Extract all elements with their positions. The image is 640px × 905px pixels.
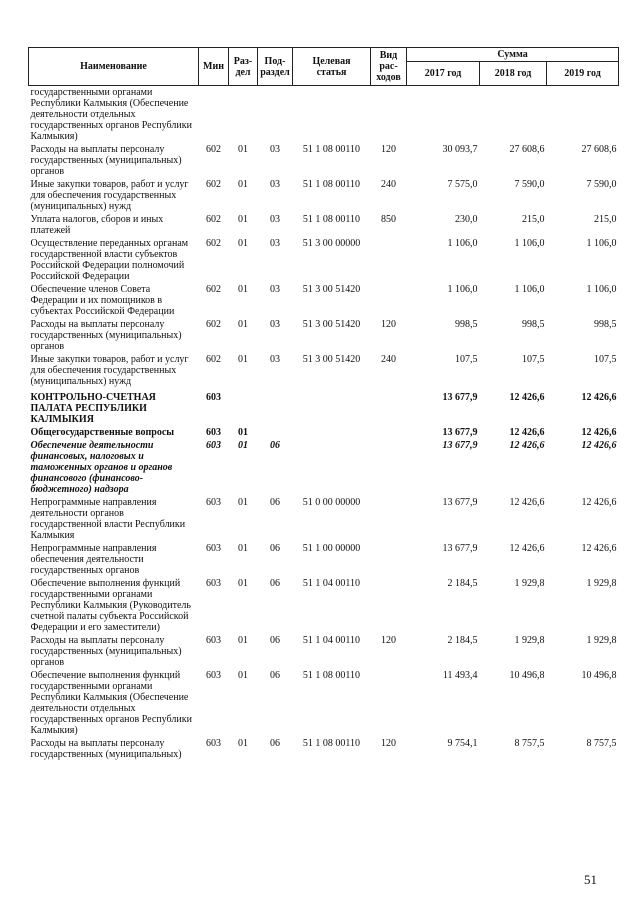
table-row xyxy=(29,178,619,213)
table-row xyxy=(29,439,619,496)
table-row xyxy=(29,237,619,283)
row-name: Непрограммные направления обеспечения деятельности государственных органов xyxy=(30,543,157,576)
row-sum-2018: 10 496,8 xyxy=(509,670,545,681)
row-sum-2019: 215,0 xyxy=(594,214,617,225)
row-name: Иные закупки товаров, работ и услуг для обеспечения государственных (муниципальных) нужд xyxy=(30,179,189,212)
row-name: КОНТРОЛЬНО-СЧЕТНАЯ ПАЛАТА РЕСПУБЛИКИ КАЛМЫКИЯ xyxy=(30,392,156,425)
row-sum-2018: 1 106,0 xyxy=(514,284,545,295)
row-razdel: 01 xyxy=(238,427,248,438)
table-header xyxy=(29,48,619,86)
row-sum-2017: 2 184,5 xyxy=(447,578,478,589)
header-sum: Сумма xyxy=(407,48,619,62)
row-sum-2019: 1 929,8 xyxy=(586,578,617,589)
row-expense-kind xyxy=(371,283,407,318)
row-sum-2018: 12 426,6 xyxy=(509,543,545,554)
row-min: 602 xyxy=(206,319,221,330)
row-sum-2017: 107,5 xyxy=(455,354,478,365)
row-sum-2018: 1 106,0 xyxy=(514,238,545,249)
row-target-article: 51 3 00 51420 xyxy=(302,284,361,295)
row-sum-2018: 1 929,8 xyxy=(514,635,545,646)
row-expense-kind xyxy=(371,496,407,542)
row-podrazdel xyxy=(258,86,293,144)
row-podrazdel: 06 xyxy=(270,497,280,508)
row-min: 603 xyxy=(206,578,221,589)
row-target-article: 51 0 00 00000 xyxy=(302,497,361,508)
row-name: Расходы на выплаты персоналу государственных (муниципальных) органов xyxy=(30,635,182,668)
table-row xyxy=(29,143,619,178)
row-min: 603 xyxy=(206,670,221,681)
row-podrazdel: 03 xyxy=(270,179,280,190)
row-sum-2018: 215,0 xyxy=(522,214,545,225)
row-podrazdel: 03 xyxy=(270,214,280,225)
row-sum-2018: 1 929,8 xyxy=(514,578,545,589)
row-min: 602 xyxy=(206,214,221,225)
row-sum-2019: 12 426,6 xyxy=(581,497,617,508)
row-min: 602 xyxy=(206,284,221,295)
row-sum-2018: 12 426,6 xyxy=(509,392,545,403)
table-row xyxy=(29,283,619,318)
row-expense-kind xyxy=(371,426,407,439)
row-sum-2019: 12 426,6 xyxy=(581,392,617,403)
row-podrazdel: 03 xyxy=(270,144,280,155)
row-sum-2018: 107,5 xyxy=(522,354,545,365)
row-name: Общегосударственные вопросы xyxy=(30,427,175,438)
row-podrazdel: 06 xyxy=(270,670,280,681)
row-podrazdel: 03 xyxy=(270,319,280,330)
row-name: Уплата налогов, сборов и иных платежей xyxy=(30,214,164,236)
row-razdel: 01 xyxy=(238,497,248,508)
row-razdel: 01 xyxy=(238,144,248,155)
row-sum-2017: 13 677,9 xyxy=(442,440,478,451)
row-sum-2017: 1 106,0 xyxy=(447,238,478,249)
header-year-2017: 2017 год xyxy=(407,62,480,86)
row-min xyxy=(199,86,229,144)
table-row xyxy=(29,388,619,426)
row-sum-2017 xyxy=(407,86,480,144)
row-name: Расходы на выплаты персоналу государственных (муниципальных) органов xyxy=(30,319,182,352)
row-target-article: 51 3 00 00000 xyxy=(302,238,361,249)
row-expense-kind xyxy=(371,86,407,144)
table-row xyxy=(29,669,619,737)
row-sum-2017: 13 677,9 xyxy=(442,392,478,403)
header-expense-kind: Вид рас- ходов xyxy=(371,48,407,86)
row-razdel: 01 xyxy=(238,214,248,225)
row-podrazdel: 03 xyxy=(270,354,280,365)
row-razdel: 01 xyxy=(238,440,248,451)
row-sum-2018: 12 426,6 xyxy=(509,440,545,451)
row-min: 603 xyxy=(206,635,221,646)
row-target-article: 51 1 04 00110 xyxy=(302,578,361,589)
row-sum-2018: 998,5 xyxy=(522,319,545,330)
row-name: Осуществление переданных органам государственной власти субъектов Российской Федерации полномочий Российской Федерации xyxy=(30,238,189,282)
row-sum-2019: 107,5 xyxy=(594,354,617,365)
row-razdel: 01 xyxy=(238,578,248,589)
row-expense-kind: 120 xyxy=(381,144,396,155)
header-target-article: Целевая статья xyxy=(293,48,371,86)
row-name: Расходы на выплаты персоналу государственных (муниципальных) органов xyxy=(30,144,182,177)
row-name: Непрограммные направления деятельности органов государственной власти Республики Калмыкия xyxy=(30,497,186,541)
table-row xyxy=(29,542,619,577)
row-expense-kind: 240 xyxy=(381,354,396,365)
row-razdel: 01 xyxy=(238,284,248,295)
row-target-article: 51 1 08 00110 xyxy=(302,670,361,681)
row-sum-2017: 998,5 xyxy=(455,319,478,330)
row-target-article: 51 1 08 00110 xyxy=(302,214,361,225)
row-sum-2017: 230,0 xyxy=(455,214,478,225)
row-sum-2017: 13 677,9 xyxy=(442,543,478,554)
row-razdel: 01 xyxy=(238,238,248,249)
row-razdel: 01 xyxy=(238,543,248,554)
row-razdel: 01 xyxy=(238,319,248,330)
row-min: 602 xyxy=(206,238,221,249)
table-row xyxy=(29,737,619,761)
row-podrazdel: 03 xyxy=(270,284,280,295)
row-podrazdel xyxy=(258,426,293,439)
row-expense-kind: 850 xyxy=(381,214,396,225)
row-razdel: 01 xyxy=(238,738,248,749)
row-name: Обеспечение выполнения функций государственными органами Республики Калмыкия (Обеспечение деятельности отдельных государственных органов Республики Калмыкия) xyxy=(30,670,192,736)
row-sum-2018: 12 426,6 xyxy=(509,497,545,508)
row-expense-kind xyxy=(371,669,407,737)
row-sum-2018: 27 608,6 xyxy=(509,144,545,155)
row-expense-kind: 120 xyxy=(381,738,396,749)
page-number: 51 xyxy=(584,872,597,887)
row-min: 603 xyxy=(206,427,221,438)
row-min: 602 xyxy=(206,354,221,365)
table-row xyxy=(29,426,619,439)
row-expense-kind xyxy=(371,388,407,426)
row-sum-2019: 12 426,6 xyxy=(581,440,617,451)
row-razdel: 01 xyxy=(238,635,248,646)
header-year-2018: 2018 год xyxy=(480,62,547,86)
header-name: Наименование xyxy=(29,48,199,86)
row-razdel xyxy=(229,388,258,426)
row-target-article: 51 1 08 00110 xyxy=(302,738,361,749)
row-sum-2017: 1 106,0 xyxy=(447,284,478,295)
table-row xyxy=(29,353,619,388)
row-expense-kind: 240 xyxy=(381,179,396,190)
row-min: 603 xyxy=(206,392,221,403)
row-sum-2017: 30 093,7 xyxy=(442,144,478,155)
row-target-article: 51 1 04 00110 xyxy=(302,635,361,646)
row-podrazdel: 06 xyxy=(270,578,280,589)
row-min: 603 xyxy=(206,497,221,508)
row-min: 603 xyxy=(206,543,221,554)
row-razdel: 01 xyxy=(238,179,248,190)
row-sum-2017: 2 184,5 xyxy=(447,635,478,646)
row-expense-kind xyxy=(371,439,407,496)
table-row xyxy=(29,496,619,542)
row-target-article: 51 1 00 00000 xyxy=(302,543,361,554)
budget-table xyxy=(28,47,619,761)
row-name: государственными органами Республики Калмыкия (Обеспечение деятельности отдельных государственных органов Республики Калмыкия) xyxy=(30,87,192,142)
row-expense-kind xyxy=(371,237,407,283)
row-sum-2018: 12 426,6 xyxy=(509,427,545,438)
table-row xyxy=(29,86,619,144)
row-expense-kind: 120 xyxy=(381,635,396,646)
table-row xyxy=(29,634,619,669)
row-razdel xyxy=(229,86,258,144)
row-razdel: 01 xyxy=(238,354,248,365)
row-sum-2018: 7 590,0 xyxy=(514,179,545,190)
row-sum-2019: 998,5 xyxy=(594,319,617,330)
row-podrazdel: 06 xyxy=(270,738,280,749)
row-sum-2019: 1 106,0 xyxy=(586,238,617,249)
row-min: 602 xyxy=(206,179,221,190)
row-expense-kind: 120 xyxy=(381,319,396,330)
row-sum-2019: 1 106,0 xyxy=(586,284,617,295)
row-target-article: 51 3 00 51420 xyxy=(302,319,361,330)
row-name: Обеспечение членов Совета Федерации и их помощников в субъектах Российской Федерации xyxy=(30,284,175,317)
row-target-article: 51 1 08 00110 xyxy=(302,144,361,155)
row-sum-2017: 9 754,1 xyxy=(447,738,478,749)
row-name: Расходы на выплаты персоналу государственных (муниципальных) xyxy=(30,738,182,760)
row-name: Обеспечение выполнения функций государственными органами Республики Калмыкия (Руководитель счетной палаты субъекта Российской Федерации и его заместители) xyxy=(30,578,191,633)
row-sum-2019 xyxy=(547,86,619,144)
header-year-2019: 2019 год xyxy=(547,62,619,86)
row-expense-kind xyxy=(371,542,407,577)
row-expense-kind xyxy=(371,577,407,634)
row-sum-2019: 12 426,6 xyxy=(581,543,617,554)
table-row xyxy=(29,318,619,353)
row-target-article xyxy=(293,439,371,496)
row-sum-2017: 13 677,9 xyxy=(442,427,478,438)
row-podrazdel xyxy=(258,388,293,426)
row-name: Иные закупки товаров, работ и услуг для обеспечения государственных (муниципальных) нужд xyxy=(30,354,189,387)
header-razdel: Раз- дел xyxy=(229,48,258,86)
table-body xyxy=(29,86,619,762)
row-razdel: 01 xyxy=(238,670,248,681)
row-sum-2019: 8 757,5 xyxy=(586,738,617,749)
row-podrazdel: 06 xyxy=(270,635,280,646)
header-min: Мин xyxy=(199,48,229,86)
row-sum-2017: 11 493,4 xyxy=(442,670,478,681)
row-podrazdel: 06 xyxy=(270,543,280,554)
row-sum-2019: 27 608,6 xyxy=(581,144,617,155)
row-min: 603 xyxy=(206,440,221,451)
row-target-article xyxy=(293,426,371,439)
row-sum-2019: 12 426,6 xyxy=(581,427,617,438)
row-sum-2019: 7 590,0 xyxy=(586,179,617,190)
row-sum-2019: 1 929,8 xyxy=(586,635,617,646)
row-sum-2019: 10 496,8 xyxy=(581,670,617,681)
row-target-article: 51 1 08 00110 xyxy=(302,179,361,190)
row-target-article xyxy=(293,86,371,144)
row-podrazdel: 06 xyxy=(270,440,280,451)
table-row xyxy=(29,577,619,634)
row-min: 602 xyxy=(206,144,221,155)
row-min: 603 xyxy=(206,738,221,749)
row-sum-2017: 13 677,9 xyxy=(442,497,478,508)
row-sum-2018 xyxy=(480,86,547,144)
table-row xyxy=(29,213,619,237)
row-sum-2018: 8 757,5 xyxy=(514,738,545,749)
row-target-article xyxy=(293,388,371,426)
header-podrazdel: Под- раздел xyxy=(258,48,293,86)
row-podrazdel: 03 xyxy=(270,238,280,249)
row-name: Обеспечение деятельности финансовых, налоговых и таможенных органов и органов финансового (финансово-бюджетного) надзора xyxy=(30,440,173,495)
row-sum-2017: 7 575,0 xyxy=(447,179,478,190)
row-target-article: 51 3 00 51420 xyxy=(302,354,361,365)
